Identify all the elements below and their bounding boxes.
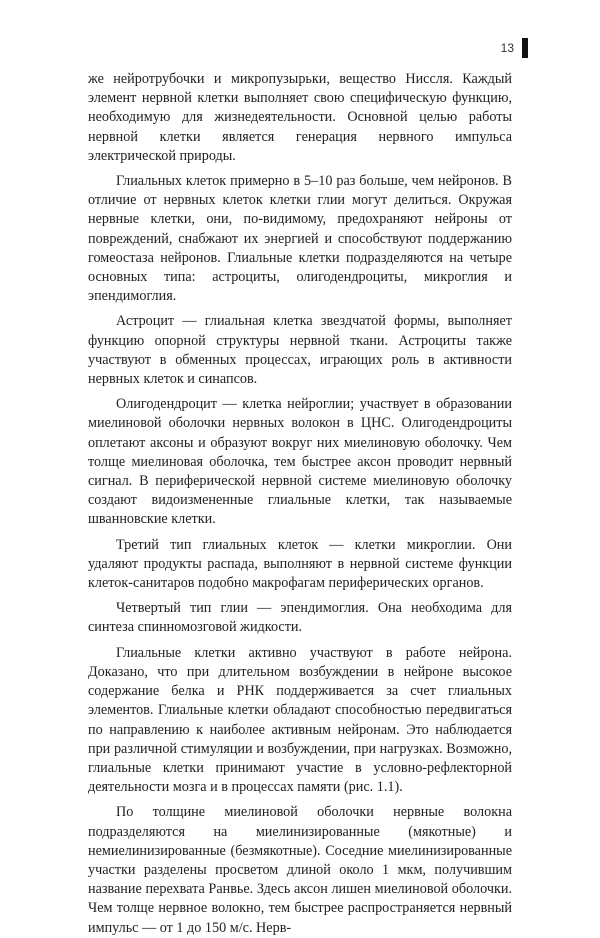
paragraph-8: По толщине миелиновой оболочки нервные волокна подразделяются на миелинизированные (мякотные) и немиелинизированные (безмякотные). Соседние миелинизированные участки разделены просветом длиной около 1 мкм, получившим название перехвата Ранвье. Здесь аксон лишен миелиновой оболочки. Чем толще нервное волокно, тем быстрее распространяется нервный импульс — от 1 до 150 м/с. Нерв-	[88, 804, 512, 936]
paragraph-4: Олигодендроцит — клетка нейроглии; участвует в образовании миелиновой оболочки нервных волокон в ЦНС. Олигодендроциты оплетают аксоны и образуют вокруг них миелиновую оболочку. Чем толще миелиновая оболочка, тем быстрее аксон проводит нервный сигнал. В периферической нервной системе миелиновую оболочку создают видоизмененные глиальные клетки, так называемые шванновские клетки.	[88, 396, 512, 528]
paragraph-1: же нейротрубочки и микропузырьки, вещество Ниссля. Каждый элемент нервной клетки выполняет свою специфическую функцию, необходимую для жизнедеятельности. Основной целью работы нервной клетки является генерация нервного импульса электрической природы.	[88, 71, 512, 164]
body-text	[88, 70, 512, 938]
page-number: 13	[500, 41, 514, 55]
paragraph-2: Глиальных клеток примерно в 5–10 раз больше, чем нейронов. В отличие от нервных клеток клетки глии могут делиться. Окружая нервные клетки, они, по-видимому, предохраняют нейроны от повреждений, снабжают их энергией и способствуют поддержанию гомеостаза нейронов. Глиальные клетки подразделяются на четыре основных типа: астроциты, олигодендроциты, микроглия и эпендимоглия.	[88, 173, 512, 305]
paragraph-5: Третий тип глиальных клеток — клетки микроглии. Они удаляют продукты распада, выполняют в нервной системе функции клеток-санитаров подобно макрофагам периферических органов.	[88, 536, 512, 592]
page-marker-bar	[522, 38, 528, 58]
paragraph-7: Глиальные клетки активно участвуют в работе нейрона. Доказано, что при длительном возбуждении в нейроне высокое содержание белка и РНК поддерживается за счет глиальных элементов. Глиальные клетки обладают способностью передвигаться по направлению к наиболее активным нейронам. Это наблюдается при различной стимуляции и возбуждении, при нагрузках. Возможно, глиальные клетки принимают участие в условно-рефлекторной деятельности мозга и в процессах памяти (рис. 1.1).	[88, 644, 512, 796]
paragraph-6: Четвертый тип глии — эпендимоглия. Она необходима для синтеза спинномозговой жидкости.	[88, 600, 512, 636]
paragraph-3: Астроцит — глиальная клетка звездчатой формы, выполняет функцию опорной структуры нервной ткани. Астроциты также участвуют в обменных процессах, играющих роль в активности нервных клеток и синапсов.	[88, 313, 512, 388]
